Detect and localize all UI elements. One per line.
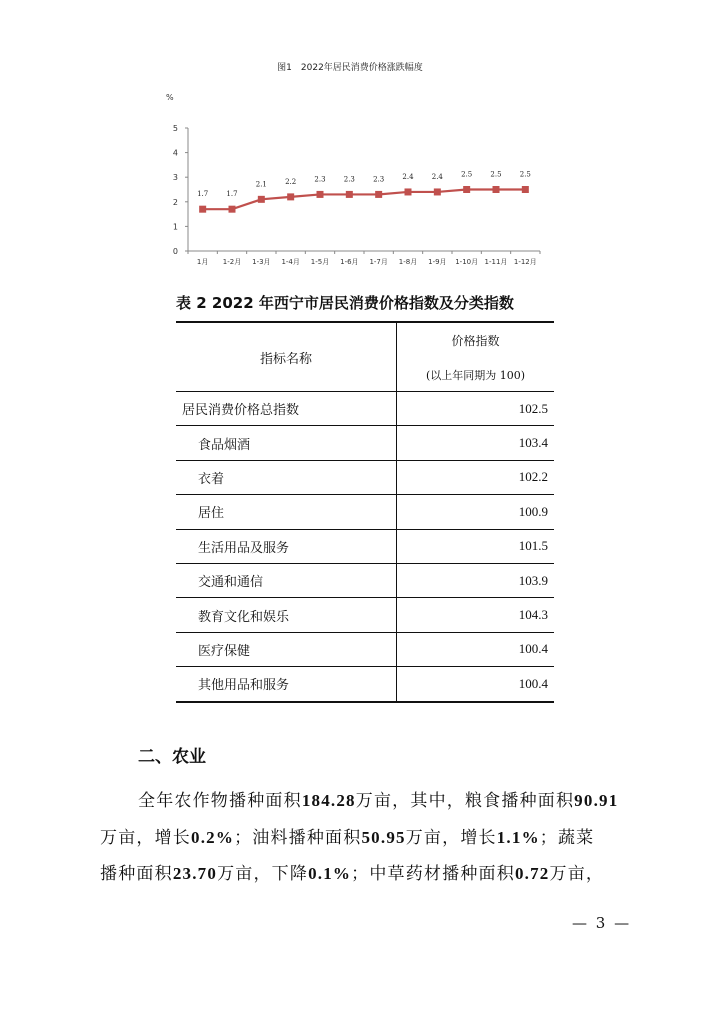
data-point [346,191,353,198]
y-tick-label: 5 [172,124,178,133]
row-value: 100.4 [397,667,555,702]
x-tick-label: 1-9月 [428,258,447,266]
text-run: 万亩，下降 [217,864,309,884]
header-value-note: (以上年同期为 100) [425,368,526,382]
data-point [375,191,382,198]
x-tick-label: 1-4月 [281,258,300,266]
data-label: 2.3 [373,175,385,184]
data-point [434,188,441,195]
number-run: 0.72 [514,864,550,883]
table-row [176,495,554,529]
row-name: 其他用品和服务 [176,667,397,702]
row-name: 教育文化和娱乐 [176,598,397,632]
x-tick-label: 1-11月 [484,258,508,266]
row-name: 交通和通信 [176,563,397,597]
text-run: 全年农作物播种面积 [138,791,302,811]
text-run: ；蔬菜 [539,828,595,848]
data-label: 2.5 [519,170,531,179]
row-value: 100.9 [397,495,555,529]
x-tick-label: 1月 [196,258,209,266]
header-name: 指标名称 [176,322,397,392]
page-number: — 3 — [572,914,632,932]
y-tick-label: 4 [172,148,178,158]
x-tick-label: 1-5月 [310,258,330,266]
table-row [176,460,554,494]
table-row [176,632,554,666]
text-run: 万亩，增长 [100,828,191,848]
data-label: 1.7 [226,190,238,199]
y-tick-label: 2 [172,197,178,207]
paragraph-line-3 [100,859,635,884]
chart-title: 图1 2022年居民消费价格涨跌幅度 [277,63,423,73]
chart-svg [140,58,560,278]
x-tick-label: 1-7月 [369,258,388,266]
y-axis-unit: % [166,93,174,102]
number-run: 1.1% [496,828,540,847]
row-value: 102.2 [397,460,555,494]
data-point [199,206,206,213]
table-row [176,426,554,460]
data-label: 2.1 [255,180,267,189]
number-run: 23.70 [172,864,218,883]
row-name: 食品烟酒 [176,426,397,460]
x-tick-label: 1-12月 [513,258,537,266]
x-tick-label: 1-2月 [222,258,242,266]
row-value: 103.4 [397,426,555,460]
row-name: 衣着 [176,460,397,494]
data-label: 2.2 [285,177,297,186]
data-point [229,206,236,213]
cpi-line-chart [140,58,560,278]
row-name: 生活用品及服务 [176,529,397,563]
text-run: ；油料播种面积 [234,828,362,848]
number-run: 0.2% [191,828,235,847]
row-value: 101.5 [397,529,555,563]
text-run: 播种面积 [100,864,173,884]
data-point [287,193,294,200]
table-title: 表 2 2022 年西宁市居民消费价格指数及分类指数 [176,294,514,312]
data-label: 2.3 [314,175,326,184]
series-line [203,190,526,210]
table-row [176,563,554,597]
x-tick-label: 1-10月 [455,258,479,266]
table-row [176,598,554,632]
data-label: 1.7 [197,190,209,199]
data-point [405,188,412,195]
row-name: 医疗保健 [176,632,397,666]
x-tick-label: 1-6月 [340,258,359,266]
data-point [258,196,265,203]
data-label: 2.4 [402,172,414,181]
header-value-label: 价格指数 [451,333,500,348]
table-row [176,667,554,702]
text-run: 万亩， [549,864,605,884]
data-point [522,186,529,193]
row-name: 居住 [176,495,397,529]
data-label: 2.4 [431,172,443,181]
data-label: 2.3 [343,175,355,184]
data-point [493,186,500,193]
header-value [397,322,555,392]
row-name: 居民消费价格总指数 [176,392,397,426]
table-header-row [176,322,554,392]
paragraph-line-1 [138,786,673,811]
x-tick-label: 1-8月 [398,258,418,266]
row-value: 100.4 [397,632,555,666]
table-row [176,529,554,563]
x-tick-label: 1-3月 [252,258,271,266]
section-heading: 二、农业 [138,747,206,767]
data-point [463,186,470,193]
row-value: 104.3 [397,598,555,632]
y-tick-label: 0 [172,247,178,256]
number-run: 90.91 [574,791,619,810]
number-run: 0.1% [308,864,352,883]
text-run: ；中草药材播种面积 [351,864,515,884]
paragraph-line-2 [100,823,635,848]
data-point [317,191,324,198]
number-run: 50.95 [361,828,406,847]
y-tick-label: 1 [172,222,178,232]
data-label: 2.5 [461,170,473,179]
text-run: 万亩，其中，粮食播种面积 [355,791,575,811]
row-value: 102.5 [397,392,555,426]
table-row-total [176,392,554,426]
cpi-table [176,321,554,703]
number-run: 184.28 [301,791,356,810]
text-run: 万亩，增长 [405,828,497,848]
y-tick-label: 3 [172,173,178,183]
data-label: 2.5 [490,170,502,179]
row-value: 103.9 [397,563,555,597]
